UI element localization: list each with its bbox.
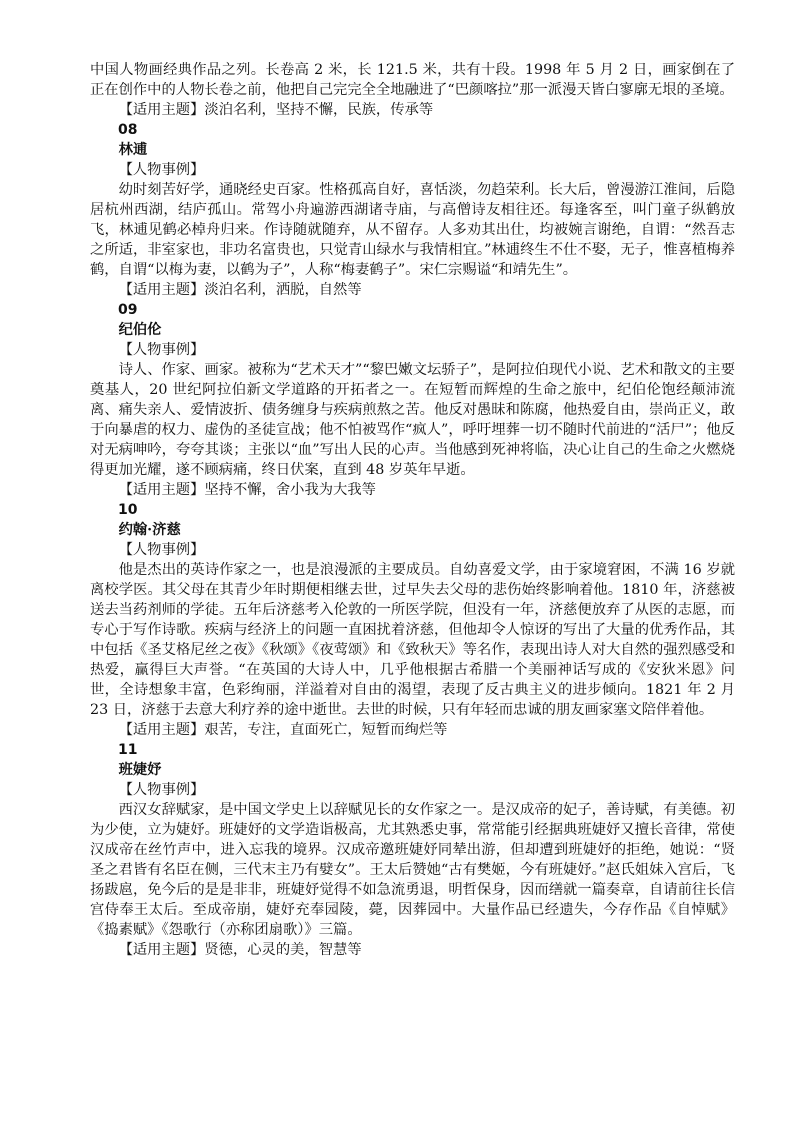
intro-paragraph: 中国人物画经典作品之列。长卷高 2 米，长 121.5 米，共有十段。1998 年 5 月 2 日，画家倒在了正在创作中的人物长卷之前，他把自己完完全全地融进了“巴颜喀拉”那一派漫天皆白寥廓无垠的圣境。 bbox=[90, 62, 735, 98]
document-page bbox=[90, 60, 735, 960]
entry-body: 他是杰出的英诗作家之一，也是浪漫派的主要成员。自幼喜爱文学，由于家境窘困，不满 16 岁就离校学医。其父母在其青少年时期便相继去世，过早失去父母的悲伤始终影响着他。1810 年，济慈被送去当药剂师的学徒。五年后济慈考入伦敦的一所医学院，但没有一年，济慈便放弃了从医的志愿，而专心于写作诗歌。疾病与经济上的问题一直困扰着济慈，但他却令人惊讶的写出了大量的优秀作品，其中包括《圣艾格尼丝之夜》《秋颂》《夜莺颂》和《致秋天》等名作，表现出诗人对大自然的强烈感受和热爱，赢得巨大声誉。“在英国的大诗人中，几乎他根据古希腊一个美丽神话写成的《安狄米恩》问世，全诗想象丰富，色彩绚丽，洋溢着对自由的渴望，表现了反古典主义的进步倾向。1821 年 2 月 23 日，济慈于去意大利疗养的途中逝世。去世的时候，只有年轻而忠诚的朋友画家塞文陪伴着他。 bbox=[90, 562, 735, 718]
entry-11 bbox=[90, 740, 735, 960]
entry-number: 08 bbox=[118, 122, 138, 138]
entry-10 bbox=[90, 500, 735, 740]
entry-theme: 【适用主题】艰苦，专注，直面死亡，短暂而绚烂等 bbox=[118, 722, 448, 738]
entry-number: 11 bbox=[118, 742, 138, 758]
entry-body: 西汉女辞赋家，是中国文学史上以辞赋见长的女作家之一。是汉成帝的妃子，善诗赋，有美德。初为少使，立为婕妤。班婕妤的文学造诣极高，尤其熟悉史事，常常能引经据典班婕妤又擅长音律，常使汉成帝在丝竹声中，进入忘我的境界。汉成帝邀班婕妤同辇出游，但却遭到班婕妤的拒绝，她说：“贤圣之君皆有名臣在侧，三代末主乃有嬖女”。王太后赞她“古有樊姬，今有班婕妤。”赵氏姐妹入宫后，飞扬跋扈，免今后的是是非非，班婕妤觉得不如急流勇退，明哲保身，因而缮就一篇奏章，自请前往长信宫侍奉王太后。至成帝崩，婕妤充奉园陵，薨，因葬园中。大量作品已经遗失，今存作品《自悼赋》《捣素赋》《怨歌行（亦称团扇歌）》三篇。 bbox=[90, 802, 735, 938]
entry-08 bbox=[90, 120, 735, 300]
entry-name: 班婕妤 bbox=[118, 762, 162, 778]
entry-number: 10 bbox=[118, 502, 138, 518]
entry-theme: 【适用主题】坚持不懈，舍小我为大我等 bbox=[118, 482, 376, 498]
entry-example-label: 【人物事例】 bbox=[118, 162, 205, 178]
entry-name: 林逋 bbox=[118, 142, 148, 158]
entry-example-label: 【人物事例】 bbox=[118, 342, 205, 358]
entry-09 bbox=[90, 300, 735, 500]
entry-example-label: 【人物事例】 bbox=[118, 782, 205, 798]
entry-theme: 【适用主题】淡泊名利，洒脱，自然等 bbox=[118, 282, 362, 298]
entry-example-label: 【人物事例】 bbox=[118, 542, 205, 558]
entry-theme: 【适用主题】贤德，心灵的美，智慧等 bbox=[118, 942, 362, 958]
entry-number: 09 bbox=[118, 302, 138, 318]
entry-body: 幼时刻苦好学，通晓经史百家。性格孤高自好，喜恬淡，勿趋荣利。长大后，曾漫游江淮间，后隐居杭州西湖，结庐孤山。常驾小舟遍游西湖诸寺庙，与高僧诗友相往还。每逢客至，叫门童子纵鹤放飞，林逋见鹤必棹舟归来。作诗随就随弃，从不留存。人多劝其出仕，均被婉言谢绝，自谓：“然吾志之所适，非室家也，非功名富贵也，只觉青山绿水与我情相宜。”林逋终生不仕不娶，无子，惟喜植梅养鹤，自谓“以梅为妻，以鹤为子”，人称“梅妻鹤子”。宋仁宗赐谥“和靖先生”。 bbox=[90, 182, 735, 278]
entry-name: 约翰·济慈 bbox=[118, 522, 181, 538]
entry-name: 纪伯伦 bbox=[118, 322, 162, 338]
intro-theme: 【适用主题】淡泊名利，坚持不懈，民族，传承等 bbox=[118, 102, 434, 118]
entry-body: 诗人、作家、画家。被称为“艺术天才”“黎巴嫩文坛骄子”，是阿拉伯现代小说、艺术和散文的主要奠基人，20 世纪阿拉伯新文学道路的开拓者之一。在短暂而辉煌的生命之旅中，纪伯伦饱经颠沛流离、痛失亲人、爱情波折、债务缠身与疾病煎熬之苦。他反对愚昧和陈腐，他热爱自由，崇尚正义，敢于向暴虐的权力、虚伪的圣徒宣战；他不怕被骂作“疯人”，呼吁埋葬一切不随时代前进的“活尸”；他反对无病呻吟，夸夸其谈；主张以“血”写出人民的心声。当他感到死神将临，决心让自己的生命之火燃烧得更加光耀，遂不顾病痛，终日伏案，直到 48 岁英年早逝。 bbox=[90, 362, 735, 478]
